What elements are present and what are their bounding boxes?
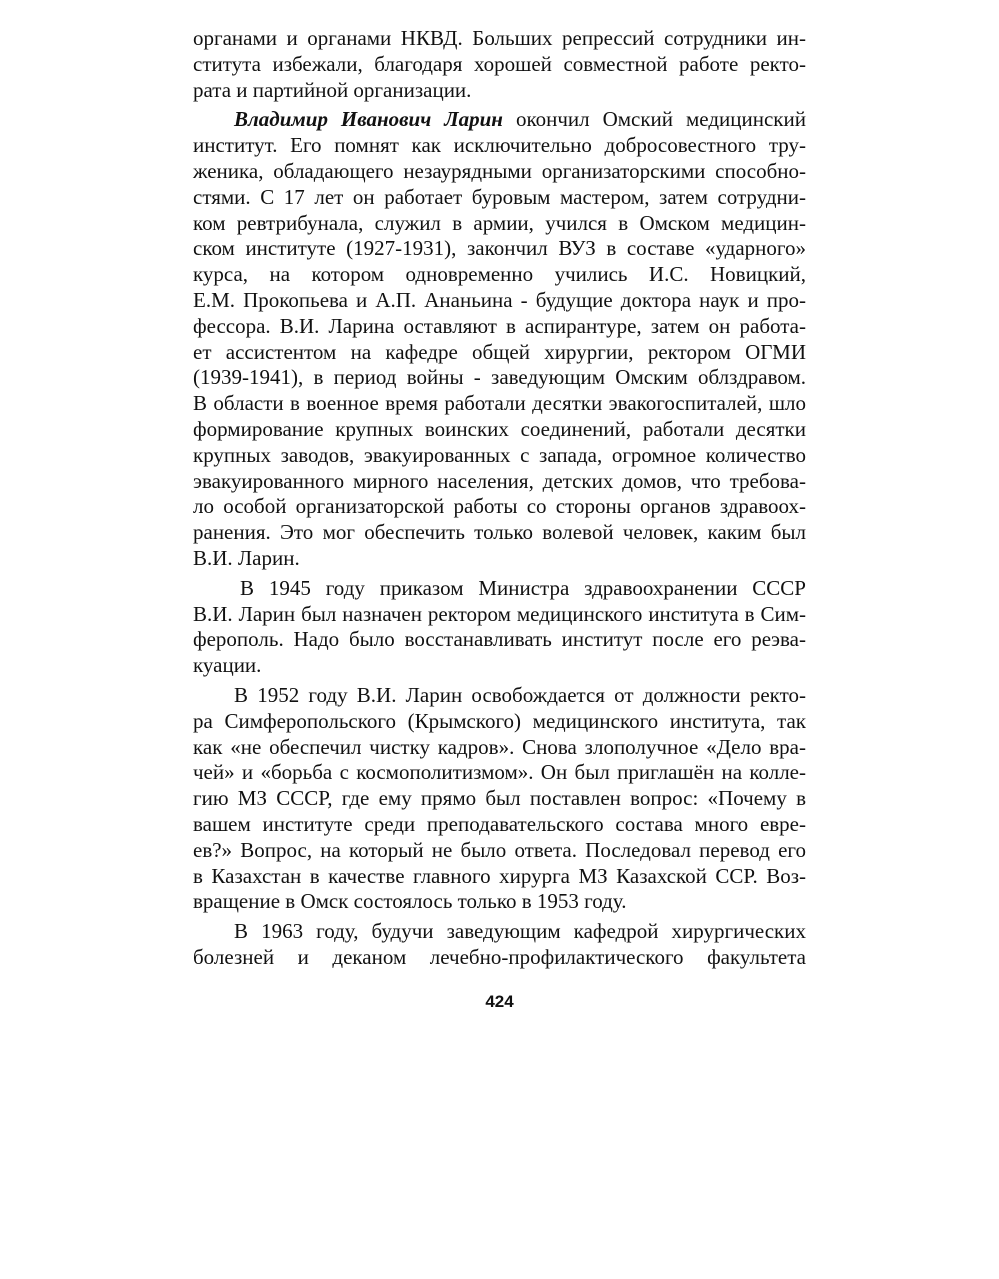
text-line: В области в военное время работали десятки эвакогоспиталей, шло xyxy=(193,391,806,416)
text-line: Е.М. Прокопьева и А.П. Ананьина - будущие доктора наук и про- xyxy=(193,287,806,312)
paragraph-2 xyxy=(193,107,806,571)
paragraph-5 xyxy=(193,919,806,971)
text-line: эвакуированного мирного населения, детских домов, что требова- xyxy=(193,468,806,493)
text-line: крупных заводов, эвакуированных с запада, огромное количество xyxy=(193,442,806,467)
text-line: как «не обеспечил чистку кадров». Снова злополучное «Дело вра- xyxy=(193,734,806,759)
text-line: В 1963 году, будучи заведующим кафедрой хирургических xyxy=(234,919,806,944)
text-line: ра Симферопольского (Крымского) медицинского института, так xyxy=(193,708,806,733)
text-line xyxy=(193,107,806,133)
text-line: фессора. В.И. Ларина оставляют в аспирантуре, затем он работа- xyxy=(193,313,806,338)
paragraph-4 xyxy=(193,683,806,915)
page-body xyxy=(193,26,806,971)
text-line: женика, обладающего незаурядными организаторскими способно- xyxy=(193,158,806,183)
text-line: формирование крупных воинских соединений, работали десятки xyxy=(193,416,806,441)
text-line: гию МЗ СССР, где ему прямо был поставлен вопрос: «Почему в xyxy=(193,786,806,811)
text-line: ев?» Вопрос, на который не было ответа. Последовал перевод его xyxy=(193,837,806,862)
text-line: стями. С 17 лет он работает буровым мастером, затем сотрудни- xyxy=(193,184,806,209)
text-line: в Казахстан в качестве главного хирурга МЗ Казахской ССР. Воз- xyxy=(193,863,806,888)
text-line: болезней и деканом лечебно-профилактического факультета xyxy=(193,944,806,969)
paragraph-1 xyxy=(193,26,806,103)
text-line: рата и партийной организации. xyxy=(193,77,472,102)
text-line: В.И. Ларин. xyxy=(193,545,300,570)
text-line: ком ревтрибунала, служил в армии, учился в Омском медицин- xyxy=(193,210,806,235)
text-line: (1939-1941), в период войны - заведующим Омским облздравом. xyxy=(193,365,806,390)
page-number: 424 xyxy=(485,992,514,1011)
text-fragment: окончил Омский медицинский xyxy=(502,107,806,132)
person-name: Владимир Иванович Ларин xyxy=(234,107,503,132)
text-line: ститута избежали, благодаря хорошей совместной работе ректо- xyxy=(193,51,806,76)
text-line: курса, на котором одновременно учились И.С. Новицкий, xyxy=(193,262,806,287)
text-line: В 1952 году В.И. Ларин освобождается от должности ректо- xyxy=(234,682,806,707)
text-line: вашем институте среди преподавательского состава много евре- xyxy=(193,811,806,836)
text-line: В 1945 году приказом Министра здравоохранении СССР xyxy=(240,575,806,600)
text-line: вращение в Омск состоялось только в 1953 году. xyxy=(193,889,627,914)
text-line: институт. Его помнят как исключительно добросовестного тру- xyxy=(193,133,806,158)
text-line: органами и органами НКВД. Больших репрессий сотрудники ин- xyxy=(193,26,806,50)
text-line: ет ассистентом на кафедре общей хирургии, ректором ОГМИ xyxy=(193,339,806,364)
text-line: куации. xyxy=(193,653,262,678)
text-line: ферополь. Надо было восстанавливать институт после его реэва- xyxy=(193,627,806,652)
text-line: ло особой организаторской работы со стороны органов здравоох- xyxy=(193,494,806,519)
text-line: В.И. Ларин был назначен ректором медицинского института в Сим- xyxy=(193,601,806,626)
text-line: ском институте (1927-1931), закончил ВУЗ в составе «ударного» xyxy=(193,236,806,261)
text-line: чей» и «борьба с космополитизмом». Он был приглашён на колле- xyxy=(193,760,806,785)
text-line: ранения. Это мог обеспечить только волевой человек, каким был xyxy=(193,520,806,545)
paragraph-3 xyxy=(193,576,806,679)
